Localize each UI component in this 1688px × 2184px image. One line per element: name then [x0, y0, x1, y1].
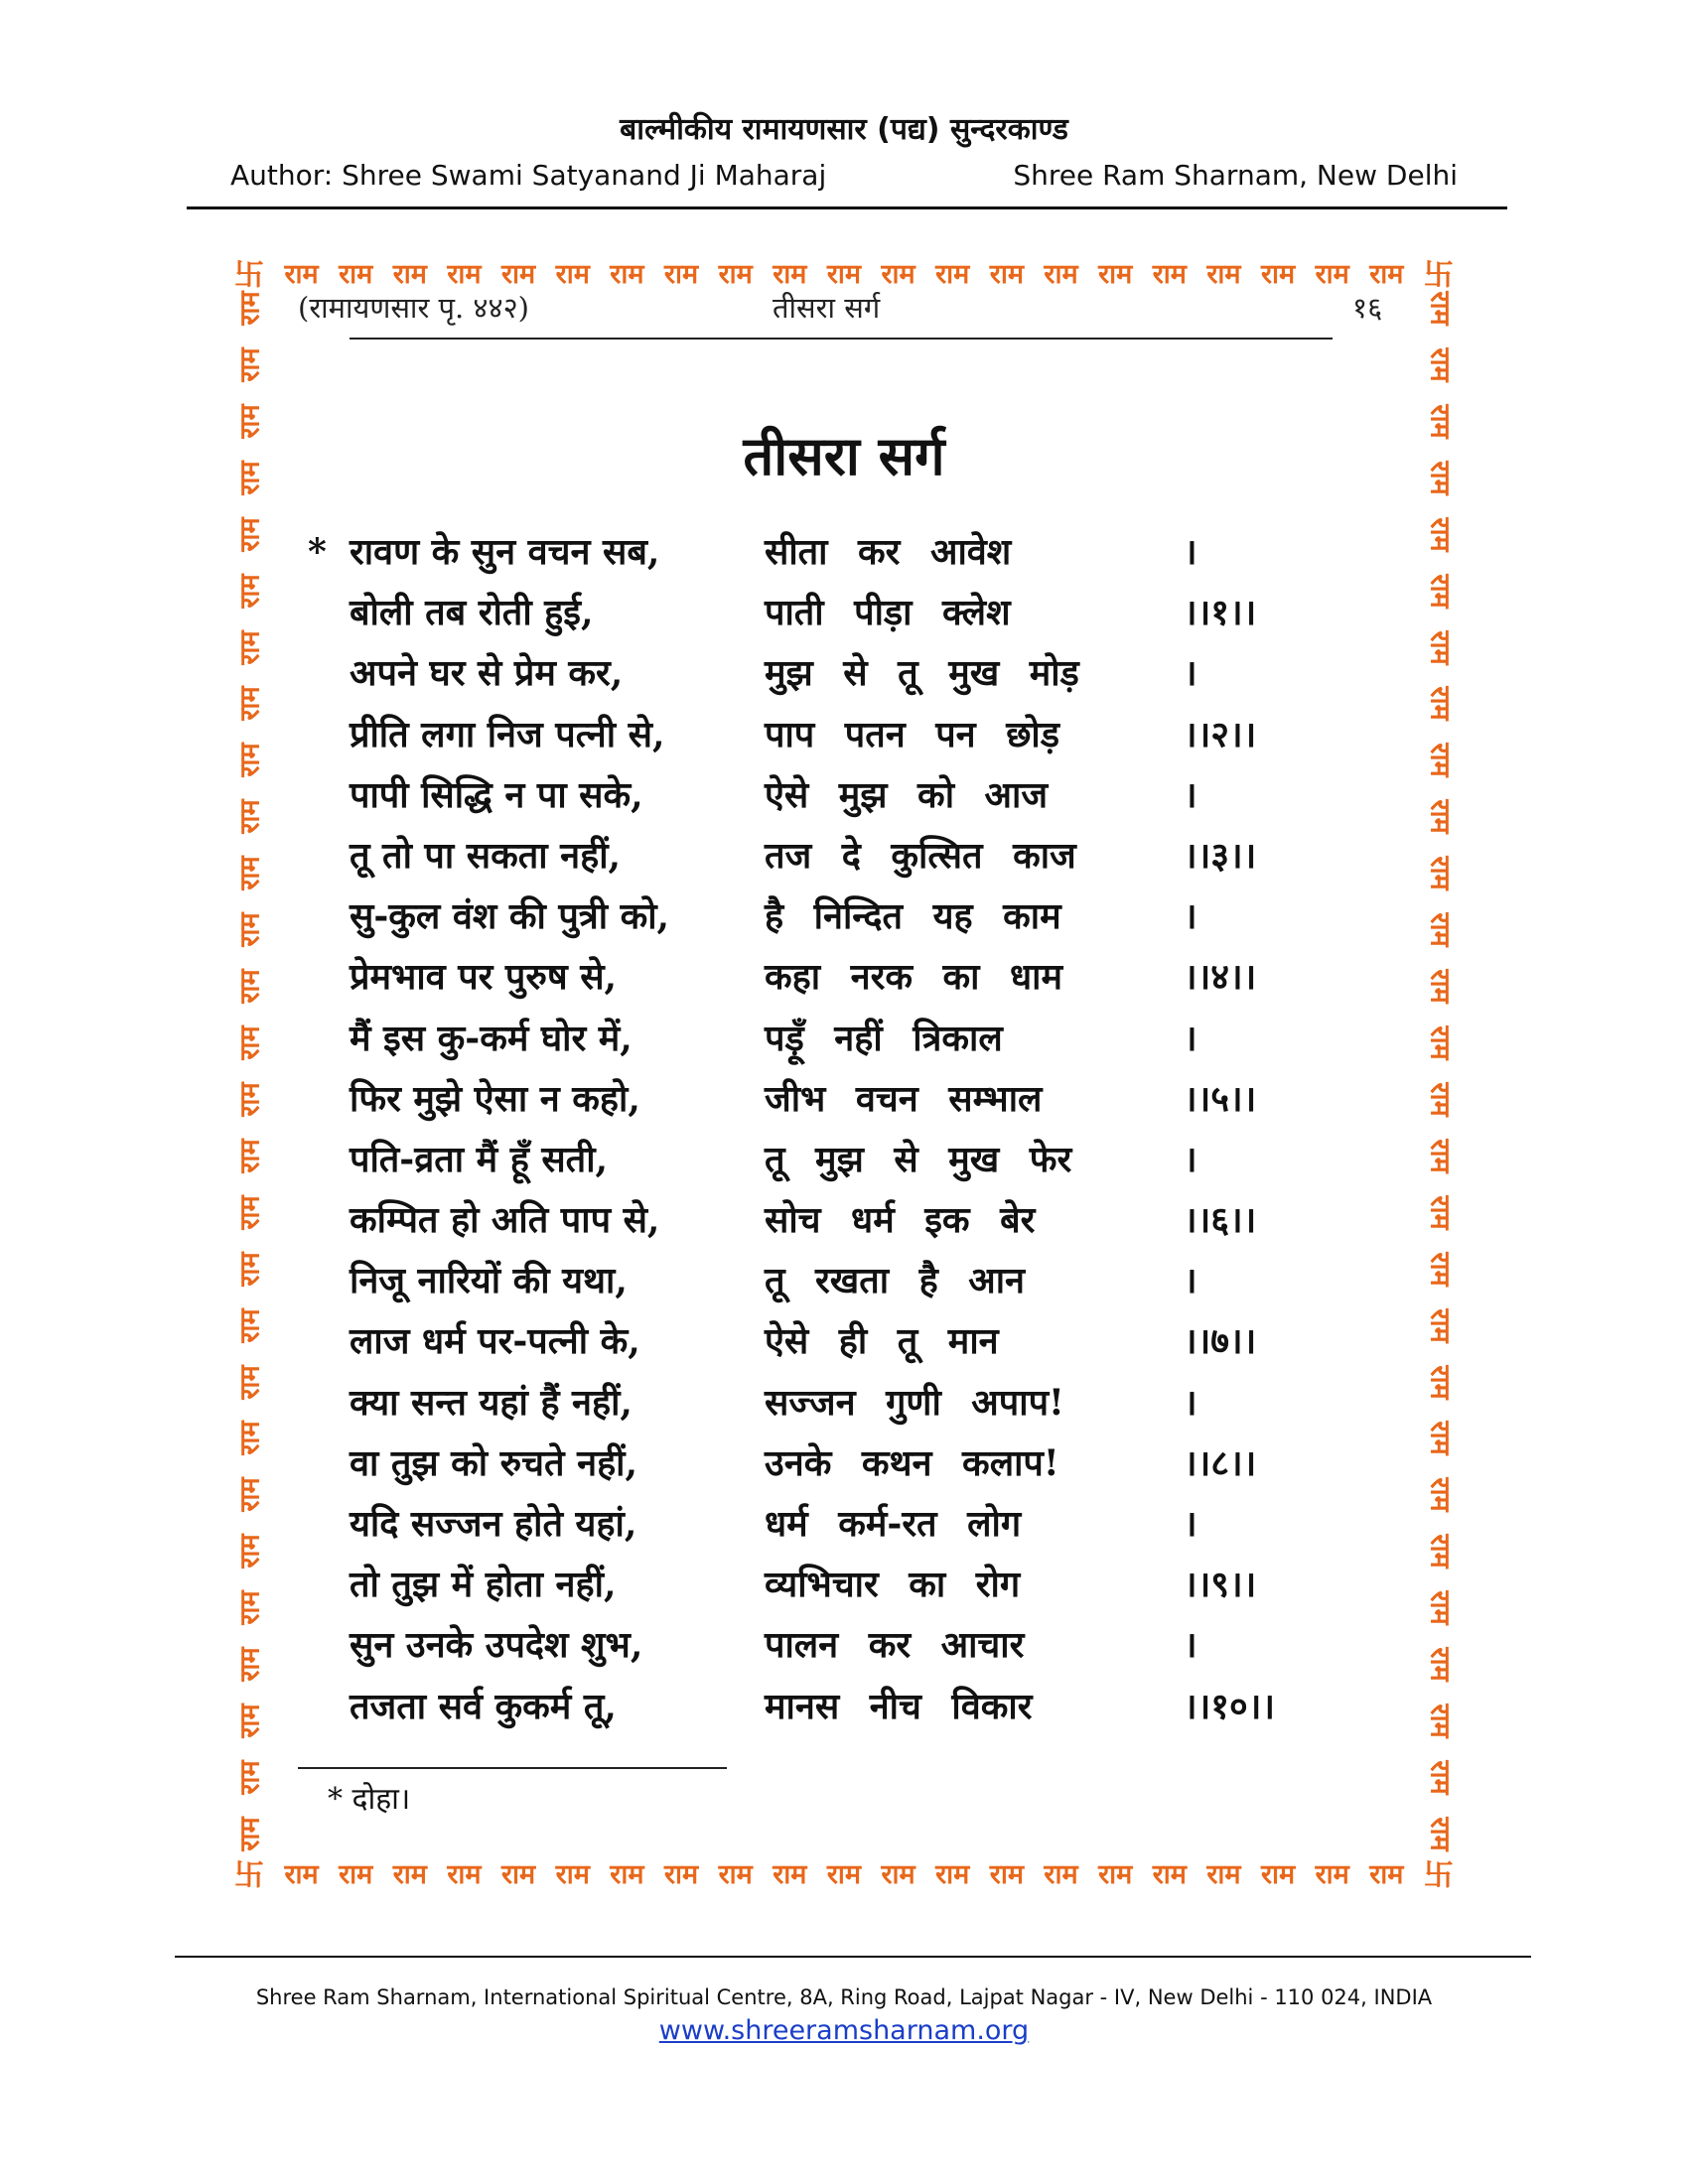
verse-first-half: प्रीति लगा निज पत्नी से,: [350, 713, 665, 755]
verse-row: [308, 1130, 1350, 1190]
border-ram-word: राम: [1424, 1082, 1456, 1117]
verse-first-half: लाज धर्म पर-पत्नी के,: [350, 1320, 640, 1363]
verse-second-half: तू रखता है आन: [765, 1260, 1026, 1302]
verse-row: [308, 1433, 1350, 1494]
border-ram-word: राम: [1044, 258, 1078, 290]
border-ram-word: राम: [284, 1858, 319, 1890]
footnote: * दोहा।: [328, 1782, 411, 1817]
border-ram-word: राम: [1424, 574, 1456, 609]
verse-row: [308, 1311, 1350, 1372]
verse-first-half: अपने घर से प्रेम कर,: [350, 652, 624, 695]
border-ram-word: राम: [773, 1858, 807, 1890]
border-ram-word: राम: [1424, 347, 1456, 382]
border-ram-word: राम: [234, 686, 266, 722]
verse-row: [308, 705, 1350, 765]
verse-end-mark: ।: [1184, 531, 1197, 573]
verse-end-mark: ।।९।।: [1184, 1564, 1257, 1606]
verse-first-half: तो तुझ में होता नहीं,: [350, 1564, 617, 1606]
verse-first-half: मैं इस कु-कर्म घोर में,: [350, 1017, 633, 1059]
border-ram-word: राम: [1044, 1858, 1078, 1890]
border-ram-word: राम: [392, 258, 427, 290]
verse-end-mark: ।: [1184, 1381, 1197, 1424]
verse-first-half: तू तो पा सकता नहीं,: [350, 834, 622, 877]
border-ram-word: राम: [1424, 743, 1456, 777]
border-ram-word: राम: [1206, 258, 1241, 290]
border-ram-word: राम: [234, 743, 266, 777]
swastika-symbol: 卐: [234, 1858, 264, 1890]
verse-first-half: तजता सर्व कुकर्म तू,: [350, 1685, 617, 1727]
border-ram-word: राम: [339, 1858, 373, 1890]
verse-row: [308, 1494, 1350, 1555]
verse-second-half: तज दे कुत्सित काज: [765, 834, 1076, 877]
verse-first-half: रावण के सुन वचन सब,: [350, 531, 660, 573]
verse-second-half: पाप पतन पन छोड़: [765, 713, 1060, 755]
border-ram-word: राम: [1424, 686, 1456, 722]
border-ram-word: राम: [234, 404, 266, 439]
verse-end-mark: ।: [1184, 1138, 1197, 1180]
verse-first-half: क्या सन्त यहां हैं नहीं,: [350, 1381, 633, 1424]
swastika-symbol: 卐: [1423, 1858, 1454, 1890]
verse-second-half: मुझ से तू मुख मोड़: [765, 652, 1079, 695]
border-ram-word: राम: [663, 258, 699, 290]
verse-row: [308, 1373, 1350, 1433]
border-ram-word: राम: [1424, 1647, 1456, 1682]
border-ram-word: राम: [234, 912, 266, 947]
verse-row: [308, 1009, 1350, 1069]
verse-first-half: निजू नारियों की यथा,: [350, 1260, 628, 1302]
border-ram-word: राम: [1424, 1590, 1456, 1625]
border-ram-word: राम: [447, 1858, 482, 1890]
verse-row: [308, 947, 1350, 1008]
verse-second-half: सीता कर आवेश: [765, 531, 1012, 573]
border-ram-word: राम: [234, 1534, 266, 1569]
verse-row: [308, 765, 1350, 826]
border-ram-word: राम: [234, 1590, 266, 1625]
verse-second-half: है निन्दित यह काम: [765, 895, 1061, 938]
running-head-reference: (रामायणसार पृ. ४४२): [298, 291, 529, 325]
border-ram-word: राम: [234, 1195, 266, 1230]
swastika-symbol: 卐: [234, 258, 264, 290]
verse-first-half: वा तुझ को रुचते नहीं,: [350, 1441, 638, 1484]
border-ram-word: राम: [989, 1858, 1024, 1890]
border-ram-word: राम: [447, 258, 482, 290]
verse-second-half: उनके कथन कलाप!: [765, 1441, 1059, 1484]
border-ram-word: राम: [663, 1858, 699, 1890]
footnote-divider: [298, 1767, 727, 1769]
border-ram-word: राम: [234, 856, 266, 890]
border-ram-word: राम: [234, 517, 266, 552]
verse-marker: *: [308, 531, 327, 573]
ram-border-left: [228, 290, 268, 1852]
ram-border-right: [1422, 290, 1462, 1852]
verse-first-half: पति-व्रता मैं हूँ सती,: [350, 1138, 609, 1180]
border-ram-word: राम: [1424, 1760, 1456, 1795]
border-ram-word: राम: [234, 1477, 266, 1512]
running-head-divider: [350, 338, 1333, 340]
border-ram-word: राम: [1424, 969, 1456, 1004]
verse-end-mark: ।: [1184, 1503, 1197, 1545]
verse-end-mark: ।।२।।: [1184, 713, 1257, 755]
border-ram-word: राम: [234, 629, 266, 665]
border-ram-word: राम: [1424, 1025, 1456, 1060]
border-ram-word: राम: [1424, 856, 1456, 890]
border-ram-word: राम: [1424, 1364, 1456, 1400]
footer-divider: [175, 1956, 1531, 1958]
page-number: १६: [1352, 291, 1383, 325]
border-ram-word: राम: [1424, 404, 1456, 439]
verse-second-half: कहा नरक का धाम: [765, 956, 1063, 999]
border-ram-word: राम: [234, 1308, 266, 1343]
verse-second-half: तू मुझ से मुख फेर: [765, 1138, 1072, 1180]
border-ram-word: राम: [1315, 258, 1349, 290]
verse-row: [308, 522, 1350, 583]
border-ram-word: राम: [392, 1858, 427, 1890]
border-ram-word: राम: [1152, 1858, 1187, 1890]
footer-address: Shree Ram Sharnam, International Spiritual Centre, 8A, Ring Road, Lajpat Nagar - IV, New Delhi - 110 024, INDIA: [255, 1985, 1433, 2009]
border-ram-word: राम: [1424, 1139, 1456, 1173]
border-ram-word: राम: [1098, 1858, 1133, 1890]
border-ram-word: राम: [555, 258, 590, 290]
verse-row: [308, 1251, 1350, 1311]
border-ram-word: राम: [234, 1139, 266, 1173]
border-ram-word: राम: [1152, 258, 1187, 290]
border-ram-word: राम: [989, 258, 1024, 290]
publisher-line: Shree Ram Sharnam, New Delhi: [1013, 159, 1458, 192]
border-ram-word: राम: [826, 258, 862, 290]
border-ram-word: राम: [1369, 1858, 1404, 1890]
website-link[interactable]: www.shreeramsharnam.org: [658, 2015, 1030, 2046]
border-ram-word: राम: [1315, 1858, 1349, 1890]
border-ram-word: राम: [718, 258, 753, 290]
verse-end-mark: ।।६।।: [1184, 1199, 1257, 1242]
verse-second-half: ऐसे मुझ को आज: [765, 773, 1049, 816]
header-divider: [187, 206, 1507, 209]
verse-end-mark: ।: [1184, 1624, 1197, 1667]
verse-second-half: पड़ूँ नहीं त्रिकाल: [765, 1017, 1003, 1059]
ram-border-bottom: [234, 1854, 1454, 1890]
border-ram-word: राम: [284, 258, 319, 290]
border-ram-word: राम: [1260, 258, 1296, 290]
border-ram-word: राम: [234, 1704, 266, 1738]
border-ram-word: राम: [1424, 517, 1456, 552]
border-ram-word: राम: [501, 1858, 536, 1890]
border-ram-word: राम: [234, 1025, 266, 1060]
border-ram-word: राम: [234, 1364, 266, 1400]
verse-list: [308, 522, 1350, 1737]
verse-second-half: ऐसे ही तू मान: [765, 1320, 999, 1363]
border-ram-word: राम: [1424, 629, 1456, 665]
border-ram-word: राम: [1424, 1421, 1456, 1456]
border-ram-word: राम: [234, 1252, 266, 1287]
border-ram-word: राम: [1260, 1858, 1296, 1890]
border-ram-word: राम: [339, 258, 373, 290]
verse-row: [308, 643, 1350, 704]
verse-end-mark: ।।८।।: [1184, 1441, 1257, 1484]
border-ram-word: राम: [1424, 461, 1456, 495]
border-ram-word: राम: [935, 258, 970, 290]
verse-second-half: व्यभिचार का रोग: [765, 1564, 1021, 1606]
border-ram-word: राम: [1424, 1534, 1456, 1569]
border-ram-word: राम: [881, 258, 915, 290]
border-ram-word: राम: [826, 1858, 862, 1890]
border-ram-word: राम: [234, 461, 266, 495]
verse-end-mark: ।: [1184, 773, 1197, 816]
border-ram-word: राम: [1206, 1858, 1241, 1890]
border-ram-word: राम: [234, 969, 266, 1004]
border-ram-word: राम: [1424, 1817, 1456, 1851]
verse-first-half: कम्पित हो अति पाप से,: [350, 1199, 660, 1242]
chapter-title: तीसरा सर्ग: [743, 424, 945, 487]
verse-second-half: धर्म कर्म-रत लोग: [765, 1503, 1022, 1545]
document-title: बाल्मीकीय रामायणसार (पद्य) सुन्दरकाण्ड: [620, 112, 1068, 147]
verse-first-half: पापी सिद्धि न पा सके,: [350, 773, 643, 816]
border-ram-word: राम: [234, 347, 266, 382]
border-ram-word: राम: [1424, 1704, 1456, 1738]
swastika-symbol: 卐: [1423, 258, 1454, 290]
border-ram-word: राम: [501, 258, 536, 290]
border-ram-word: राम: [234, 1760, 266, 1795]
border-ram-word: राम: [1369, 258, 1404, 290]
border-ram-word: राम: [1424, 1477, 1456, 1512]
border-ram-word: राम: [1424, 1308, 1456, 1343]
verse-end-mark: ।।३।।: [1184, 834, 1257, 877]
verse-second-half: जीभ वचन सम्भाल: [765, 1077, 1043, 1120]
verse-second-half: मानस नीच विकार: [765, 1685, 1033, 1727]
verse-end-mark: ।: [1184, 1260, 1197, 1302]
verse-row: [308, 583, 1350, 643]
verse-end-mark: ।।१०।।: [1184, 1685, 1276, 1727]
border-ram-word: राम: [773, 258, 807, 290]
verse-row: [308, 1190, 1350, 1251]
verse-first-half: बोली तब रोती हुई,: [350, 592, 594, 634]
author-line: Author: Shree Swami Satyanand Ji Maharaj: [230, 159, 827, 192]
verse-row: [308, 1069, 1350, 1130]
border-ram-word: राम: [610, 1858, 644, 1890]
border-ram-word: राम: [234, 799, 266, 834]
verse-row: [308, 1615, 1350, 1676]
border-ram-word: राम: [881, 1858, 915, 1890]
verse-first-half: प्रेमभाव पर पुरुष से,: [350, 956, 618, 999]
border-ram-word: राम: [1424, 1195, 1456, 1230]
verse-end-mark: ।: [1184, 1017, 1197, 1059]
border-ram-word: राम: [555, 1858, 590, 1890]
border-ram-word: राम: [1424, 291, 1456, 326]
border-ram-word: राम: [234, 1647, 266, 1682]
verse-first-half: फिर मुझे ऐसा न कहो,: [350, 1077, 640, 1120]
verse-row: [308, 1677, 1350, 1737]
border-ram-word: राम: [234, 574, 266, 609]
verse-row: [308, 826, 1350, 887]
running-head-chapter: तीसरा सर्ग: [773, 291, 881, 325]
verse-end-mark: ।।४।।: [1184, 956, 1257, 999]
border-ram-word: राम: [234, 1817, 266, 1851]
verse-row: [308, 887, 1350, 947]
border-ram-word: राम: [610, 258, 644, 290]
border-ram-word: राम: [1424, 1252, 1456, 1287]
verse-end-mark: ।।१।।: [1184, 592, 1257, 634]
verse-first-half: सुन उनके उपदेश शुभ,: [350, 1624, 643, 1667]
verse-end-mark: ।: [1184, 895, 1197, 938]
border-ram-word: राम: [718, 1858, 753, 1890]
verse-end-mark: ।।५।।: [1184, 1077, 1257, 1120]
ram-border-top: [234, 254, 1454, 290]
verse-second-half: सोच धर्म इक बेर: [765, 1199, 1036, 1242]
border-ram-word: राम: [1424, 912, 1456, 947]
border-ram-word: राम: [234, 1421, 266, 1456]
verse-second-half: पालन कर आचार: [765, 1624, 1025, 1667]
border-ram-word: राम: [234, 291, 266, 326]
verse-end-mark: ।।७।।: [1184, 1320, 1257, 1363]
verse-second-half: पाती पीड़ा क्लेश: [765, 592, 1011, 634]
verse-end-mark: ।: [1184, 652, 1197, 695]
border-ram-word: राम: [935, 1858, 970, 1890]
verse-row: [308, 1555, 1350, 1615]
verse-first-half: सु-कुल वंश की पुत्री को,: [350, 895, 670, 938]
border-ram-word: राम: [234, 1082, 266, 1117]
verse-second-half: सज्जन गुणी अपाप!: [765, 1381, 1064, 1424]
verse-first-half: यदि सज्जन होते यहां,: [350, 1503, 637, 1545]
border-ram-word: राम: [1424, 799, 1456, 834]
border-ram-word: राम: [1098, 258, 1133, 290]
